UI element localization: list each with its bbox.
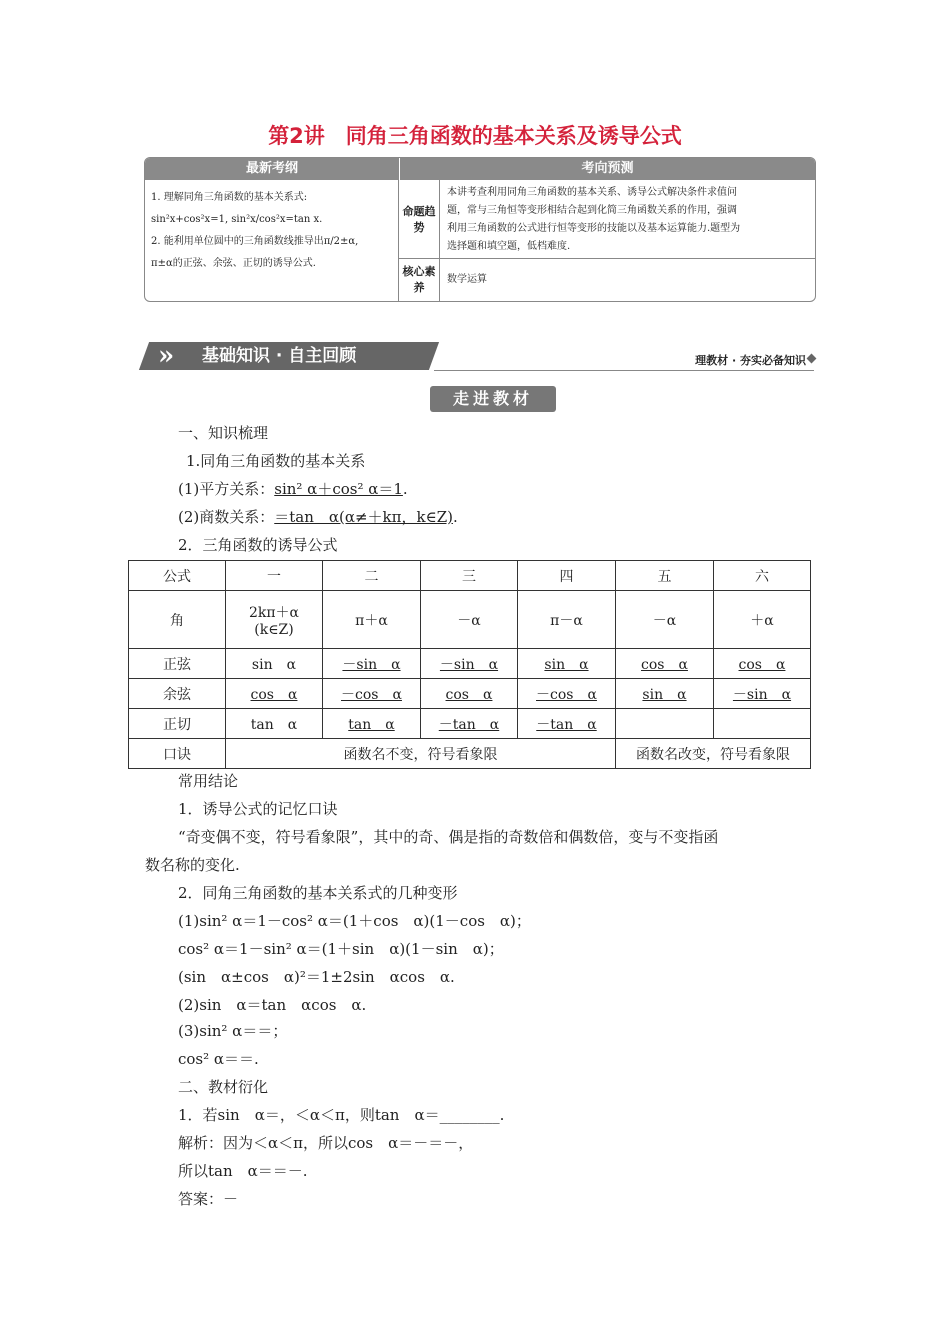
divider bbox=[434, 370, 814, 371]
diamond-icon bbox=[807, 354, 817, 364]
heading-2: 二、教材衍化 bbox=[178, 1078, 269, 1096]
syllabus-content: 1. 理解同角三角函数的基本关系式: sin²x+cos²x=1, sin²x/cos²x=tan x. 2. 能利用单位圆中的三角函数线推导出π/2±α, π±α的正弦、余弦、正切的诱导公式. bbox=[145, 180, 399, 301]
subsection-pill: 走进教材 bbox=[430, 386, 556, 412]
section-band-tag: 理教材 · 夯实必备知识 bbox=[695, 354, 806, 367]
trend-tag: 命题趋势 bbox=[402, 205, 436, 234]
section-band bbox=[144, 338, 434, 372]
text-line: 常用结论 bbox=[178, 772, 239, 790]
text-line: (2)商数关系：＝tan α(α≠＋kπ，k∈Z). bbox=[178, 508, 458, 526]
text-line: 2．同角三角函数的基本关系式的几种变形 bbox=[178, 884, 458, 902]
text-line: 数名称的变化. bbox=[145, 856, 240, 874]
forecast-header: 考向预测 bbox=[400, 158, 815, 180]
text-line: cos² α＝＝. bbox=[178, 1050, 259, 1068]
solution-line: 所以tan α＝＝－. bbox=[178, 1162, 308, 1180]
answer-line: 答案：－ bbox=[178, 1190, 239, 1208]
text-line: “奇变偶不变，符号看象限”，其中的奇、偶是指的奇数倍和偶数倍，变与不变指函 bbox=[178, 828, 719, 846]
text-line: (2)sin α＝tan αcos α. bbox=[178, 996, 367, 1014]
section-band-title: 基础知识 · 自主回顾 bbox=[202, 346, 357, 366]
page-title: 第2讲 同角三角函数的基本关系及诱导公式 bbox=[268, 124, 682, 148]
literacy-text: 数学运算 bbox=[447, 274, 487, 285]
solution-line: 解析：因为＜α＜π，所以cos α＝－＝－， bbox=[178, 1134, 474, 1152]
text-line: (1)sin² α＝1－cos² α＝(1＋cos α)(1－cos α)； bbox=[178, 912, 531, 930]
syllabus-box bbox=[144, 157, 816, 302]
text-line: 1．诱导公式的记忆口诀 bbox=[178, 800, 338, 818]
chevron-icon: » bbox=[158, 341, 175, 371]
exercise-line: 1．若sin α＝，＜α＜π，则tan α＝________. bbox=[178, 1106, 505, 1124]
text-line: cos² α＝1－sin² α＝(1＋sin α)(1－sin α)； bbox=[178, 940, 504, 958]
heading-1: 一、知识梳理 bbox=[178, 424, 269, 442]
syllabus-header: 最新考纲 bbox=[145, 158, 399, 180]
trend-text: 本讲考查利用同角三角函数的基本关系、诱导公式解决条件求值问 题，常与三角恒等变形相结合起到化简三角函数关系的作用，强调 利用三角函数的公式进行恒等变形的技能以及基本运算能力.题型为 选择题和填空题，低档难度. bbox=[447, 187, 741, 252]
text-line: (sin α±cos α)²＝1±2sin αcos α. bbox=[178, 968, 455, 986]
text-line: (1)平方关系：sin² α＋cos² α＝1. bbox=[178, 480, 408, 498]
text-line: (3)sin² α＝＝； bbox=[178, 1022, 288, 1040]
literacy-tag: 核心素养 bbox=[402, 265, 436, 294]
induction-table: 公式 一 二 三 四 五 六 角 2kπ＋α (k∈Z) π＋α －α π－α －α ＋α 正弦 sin α －sin α －sin α sin α cos α cos α 余弦 cos α －cos α cos α －cos α sin α －sin α 正切 tan α tan α －tan α －tan α 口诀 函数名不变，符号看象限 函数名改变，符号看象限 bbox=[128, 560, 811, 769]
subheading-2: 2．三角函数的诱导公式 bbox=[178, 536, 338, 554]
subheading-1: 1.同角三角函数的基本关系 bbox=[186, 452, 366, 470]
